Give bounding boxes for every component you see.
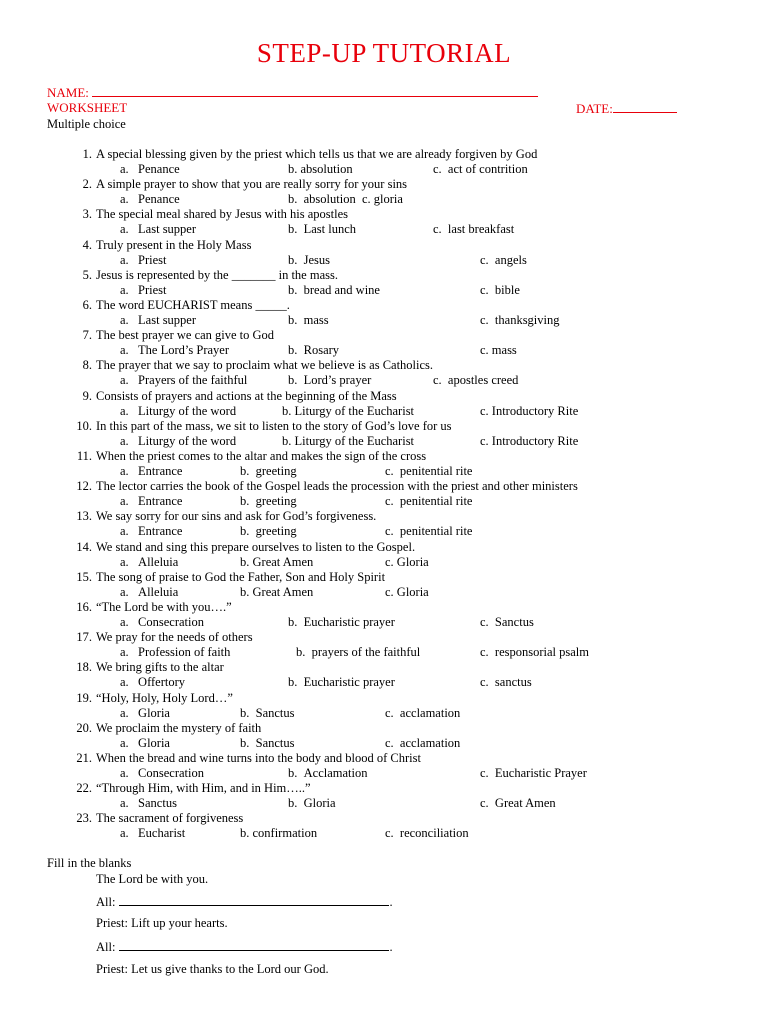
question-text: “Through Him, with Him, and in Him…..” xyxy=(96,781,311,795)
question-number: 15. xyxy=(76,570,92,584)
answer-option: b. Eucharistic prayer xyxy=(288,675,395,689)
question-number: 23. xyxy=(76,811,92,825)
question-number: 5. xyxy=(82,268,92,282)
question-number: 17. xyxy=(76,630,92,644)
answer-option: b. Rosary xyxy=(288,343,340,357)
question-number: 6. xyxy=(82,298,92,312)
fill-text: All: xyxy=(96,940,116,954)
answer-option: c. reconciliation xyxy=(385,826,469,840)
question-number: 20. xyxy=(76,721,92,735)
fill-text: Priest: Let us give thanks to the Lord our God. xyxy=(96,962,329,976)
period: . xyxy=(389,940,393,954)
answer-option: b. greeting xyxy=(240,494,297,508)
question-text: The song of praise to God the Father, Son and Holy Spirit xyxy=(96,570,386,584)
prompt-line xyxy=(96,872,208,887)
question-text: Truly present in the Holy Mass xyxy=(96,238,252,252)
answer-option: a. Last supper xyxy=(120,222,197,236)
answer-option: a. Entrance xyxy=(120,464,183,478)
question-number: 12. xyxy=(76,479,92,493)
name-field xyxy=(47,84,538,101)
question-number: 19. xyxy=(76,691,92,705)
answer-option: c. bible xyxy=(480,283,520,297)
answer-option: c. Eucharistic Prayer xyxy=(480,766,587,780)
answer-option: c. penitential rite xyxy=(385,464,473,478)
response-line xyxy=(96,939,393,955)
question-text: “The Lord be with you….” xyxy=(96,600,232,614)
answer-option: a. Consecration xyxy=(120,615,205,629)
question-text: The sacrament of forgiveness xyxy=(96,811,244,825)
answer-option: c. Introductory Rite xyxy=(480,434,579,448)
answer-option: b. Last lunch xyxy=(288,222,357,236)
answer-option: a. Liturgy of the word xyxy=(120,404,237,418)
answer-option: b. greeting xyxy=(240,524,297,538)
answer-option: a. Last supper xyxy=(120,313,197,327)
answer-option: b. Eucharistic prayer xyxy=(288,615,395,629)
question-text: Consists of prayers and actions at the beginning of the Mass xyxy=(96,389,397,403)
answer-option: a. Sanctus xyxy=(120,796,177,810)
question-text: The lector carries the book of the Gospel leads the procession with the priest and other ministers xyxy=(96,479,578,493)
answer-option: a. Gloria xyxy=(120,706,170,720)
response-line xyxy=(96,894,393,910)
answer-option: b. absolution c. gloria xyxy=(288,192,403,206)
section-fill-in-blanks: Fill in the blanks xyxy=(47,856,132,870)
answer-option: c. Great Amen xyxy=(480,796,556,810)
answer-option: a. Penance xyxy=(120,162,180,176)
question-number: 22. xyxy=(76,781,92,795)
answer-option: a. Penance xyxy=(120,192,180,206)
answer-option: a. Profession of faith xyxy=(120,645,231,659)
question-number: 7. xyxy=(82,328,92,342)
question-text: When the priest comes to the altar and makes the sign of the cross xyxy=(96,449,427,463)
answer-option: b. greeting xyxy=(240,464,297,478)
answer-option: a. Entrance xyxy=(120,494,183,508)
answer-option: a. Prayers of the faithful xyxy=(120,373,248,387)
question-number: 11. xyxy=(76,449,92,463)
question-number: 16. xyxy=(76,600,92,614)
answer-option: b. Lord’s prayer xyxy=(288,373,372,387)
answer-option: c. responsorial psalm xyxy=(480,645,590,659)
answer-option: b. bread and wine xyxy=(288,283,380,297)
worksheet-title: STEP-UP TUTORIAL xyxy=(256,38,512,68)
answer-option: c. thanksgiving xyxy=(480,313,560,327)
question-text: In this part of the mass, we sit to listen to the story of God’s love for us xyxy=(96,419,452,433)
answer-option: b. Acclamation xyxy=(288,766,368,780)
question-number: 21. xyxy=(76,751,92,765)
question-number: 10. xyxy=(76,419,92,433)
answer-option: a. Priest xyxy=(120,253,167,267)
answer-option: c. Gloria xyxy=(385,585,429,599)
answer-option: a. The Lord’s Prayer xyxy=(120,343,229,357)
answer-option: b. Great Amen xyxy=(240,585,314,599)
answer-option: c. last breakfast xyxy=(433,222,515,236)
question-text: A special blessing given by the priest which tells us that we are already forgiven by God xyxy=(96,147,538,161)
answer-option: c. penitential rite xyxy=(385,494,473,508)
question-number: 3. xyxy=(82,207,92,221)
question-text: The word EUCHARIST means _____. xyxy=(96,298,290,312)
answer-option: c. sanctus xyxy=(480,675,532,689)
answer-option: b. mass xyxy=(288,313,329,327)
answer-option: c. Sanctus xyxy=(480,615,534,629)
answer-option: b. Jesus xyxy=(288,253,331,267)
date-label: DATE: xyxy=(576,101,613,116)
answer-option: c. Introductory Rite xyxy=(480,404,579,418)
answer-option: c. act of contrition xyxy=(433,162,528,176)
fill-text: The Lord be with you. xyxy=(96,872,209,886)
answer-option: a. Entrance xyxy=(120,524,183,538)
question-text: We proclaim the mystery of faith xyxy=(96,721,262,735)
date-underline xyxy=(613,100,677,113)
answer-option: c. acclamation xyxy=(385,736,461,750)
answer-blank[interactable] xyxy=(119,894,389,906)
question-number: 14. xyxy=(76,540,92,554)
answer-option: a. Gloria xyxy=(120,736,170,750)
answer-option: b. Sanctus xyxy=(240,706,295,720)
answer-option: c. acclamation xyxy=(385,706,461,720)
question-text: The best prayer we can give to God xyxy=(96,328,275,342)
question-number: 2. xyxy=(82,177,92,191)
answer-option: b. Sanctus xyxy=(240,736,295,750)
period: . xyxy=(389,895,393,909)
answer-option: b. Liturgy of the Eucharist xyxy=(282,434,415,448)
prompt-line xyxy=(96,916,228,931)
answer-option: c. apostles creed xyxy=(433,373,519,387)
answer-option: c. Gloria xyxy=(385,555,429,569)
answer-option: b. Great Amen xyxy=(240,555,314,569)
question-text: We say sorry for our sins and ask for God’s forgiveness. xyxy=(96,509,377,523)
fill-text: Priest: Lift up your hearts. xyxy=(96,916,228,930)
question-text: The prayer that we say to proclaim what we believe is as Catholics. xyxy=(96,358,434,372)
answer-option: a. Eucharist xyxy=(120,826,186,840)
answer-option: b. absolution xyxy=(288,162,353,176)
prompt-line xyxy=(96,962,329,977)
answer-option: b. prayers of the faithful xyxy=(296,645,421,659)
name-label: NAME: xyxy=(47,85,89,100)
answer-option: a. Consecration xyxy=(120,766,205,780)
name-underline xyxy=(92,84,538,97)
question-text: The special meal shared by Jesus with his apostles xyxy=(96,207,349,221)
question-number: 9. xyxy=(82,389,92,403)
fill-text: All: xyxy=(96,895,116,909)
question-text: Jesus is represented by the _______ in the mass. xyxy=(96,268,338,282)
worksheet-label: WORKSHEET xyxy=(47,100,128,115)
answer-option: a. Liturgy of the word xyxy=(120,434,237,448)
question-text: We pray for the needs of others xyxy=(96,630,253,644)
question-number: 1. xyxy=(82,147,92,161)
answer-option: c. angels xyxy=(480,253,527,267)
question-text: When the bread and wine turns into the body and blood of Christ xyxy=(96,751,421,765)
answer-option: b. confirmation xyxy=(240,826,318,840)
answer-option: b. Liturgy of the Eucharist xyxy=(282,404,415,418)
answer-option: b. Gloria xyxy=(288,796,336,810)
question-number: 4. xyxy=(82,238,92,252)
section-multiple-choice: Multiple choice xyxy=(47,117,126,131)
answer-option: a. Alleluia xyxy=(120,585,179,599)
question-text: A simple prayer to show that you are really sorry for your sins xyxy=(96,177,408,191)
question-number: 8. xyxy=(82,358,92,372)
question-text: “Holy, Holy, Holy Lord…” xyxy=(96,691,233,705)
date-field xyxy=(576,100,677,117)
answer-option: c. penitential rite xyxy=(385,524,473,538)
answer-option: c. mass xyxy=(480,343,517,357)
question-number: 18. xyxy=(76,660,92,674)
answer-option: a. Alleluia xyxy=(120,555,179,569)
question-number: 13. xyxy=(76,509,92,523)
question-text: We bring gifts to the altar xyxy=(96,660,224,674)
answer-blank[interactable] xyxy=(119,939,389,951)
answer-option: a. Priest xyxy=(120,283,167,297)
answer-option: a. Offertory xyxy=(120,675,186,689)
question-text: We stand and sing this prepare ourselves to listen to the Gospel. xyxy=(96,540,416,554)
